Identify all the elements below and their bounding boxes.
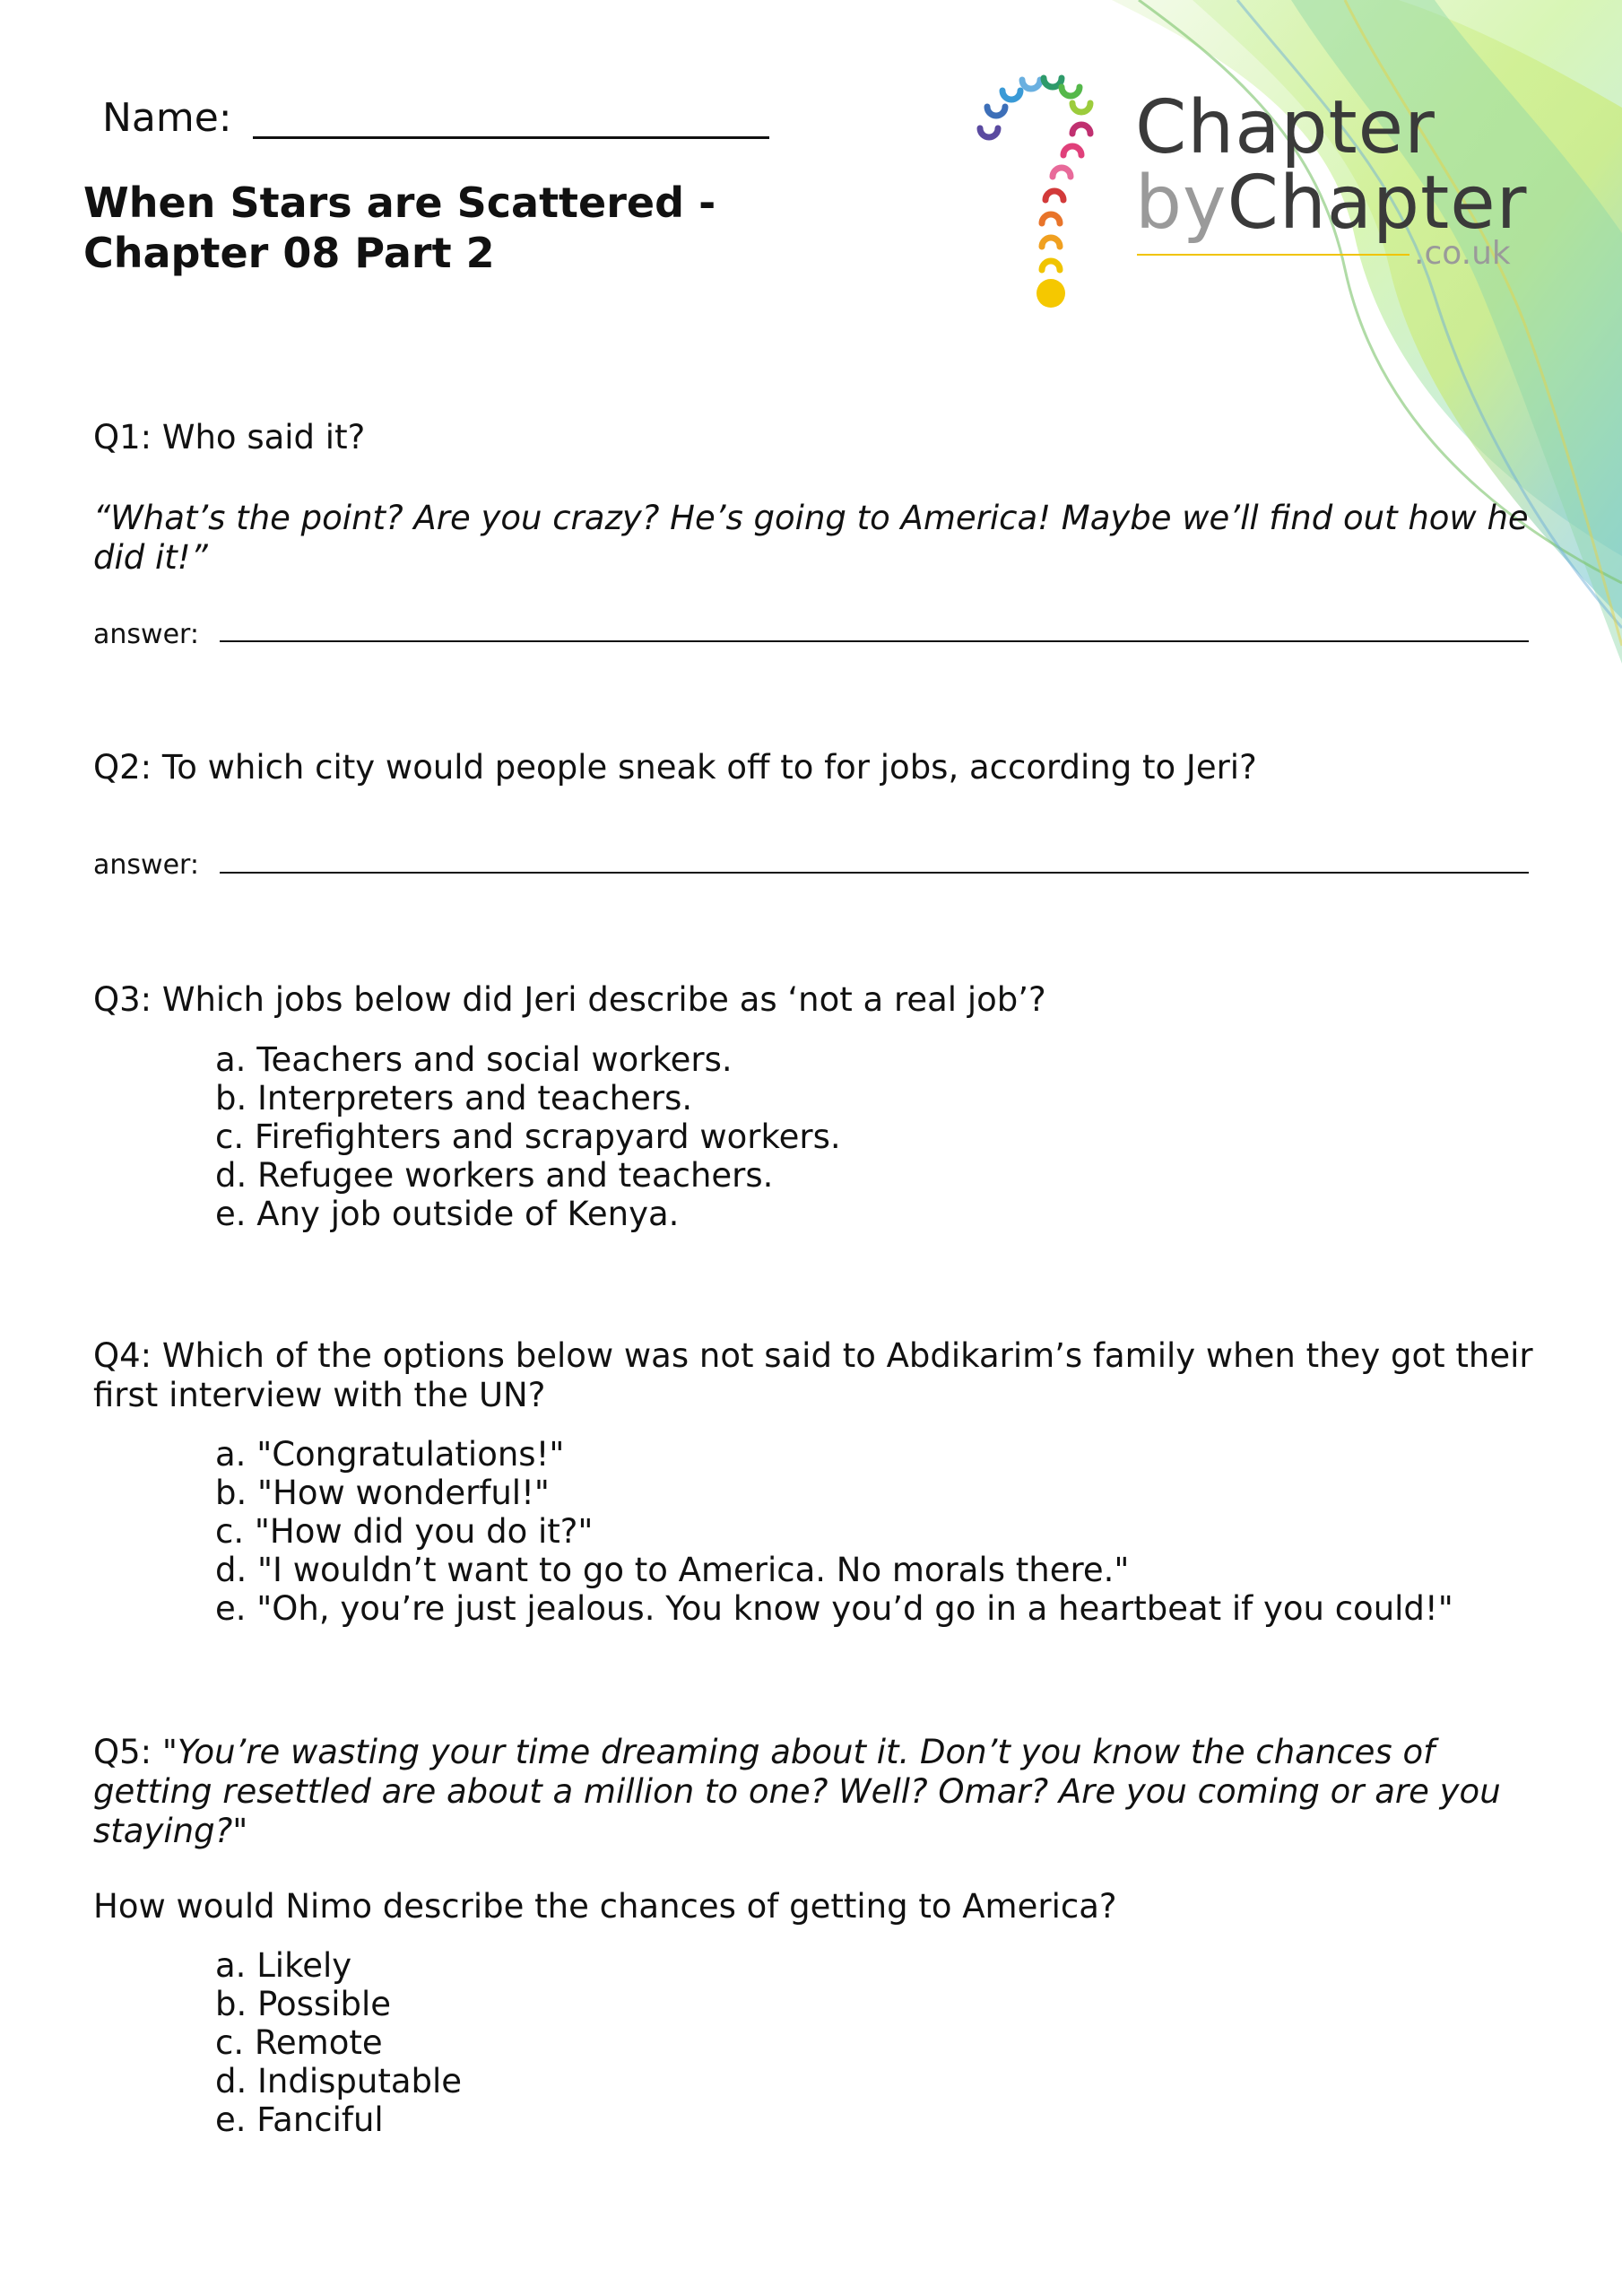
q3-option-c[interactable]: c. Firefighters and scrapyard workers. — [215, 1118, 841, 1156]
brand-chapter: Chapter — [1227, 161, 1528, 246]
q4-option-e[interactable]: e. "Oh, you’re just jealous. You know you’d go in a heartbeat if you could!" — [215, 1589, 1453, 1628]
q5-quote-line-1: "You’re wasting your time dreaming about it. Don’t you know the chances of — [161, 1733, 1436, 1771]
q1-prompt: Q1: Who said it? — [93, 418, 366, 457]
q3-prompt: Q3: Which jobs below did Jeri describe as ‘not a real job’? — [93, 980, 1046, 1019]
q4-option-b[interactable]: b. "How wonderful!" — [215, 1474, 550, 1512]
q5-prompt: How would Nimo describe the chances of getting to America? — [93, 1887, 1117, 1926]
q4-prompt-line-1: Q4: Which of the options below was not said to Abdikarim’s family when they got their — [93, 1336, 1533, 1375]
q2-answer-line[interactable] — [220, 872, 1529, 874]
q5-option-b[interactable]: b. Possible — [215, 1985, 392, 2023]
brand-line-1: Chapter — [1135, 85, 1436, 170]
q4-prompt-line-2: first interview with the UN? — [93, 1376, 546, 1414]
q5-option-d[interactable]: d. Indisputable — [215, 2062, 463, 2100]
title-line-1: When Stars are Scattered - — [83, 178, 716, 227]
q5-option-a[interactable]: a. Likely — [215, 1946, 352, 1985]
name-field-line[interactable] — [253, 136, 769, 139]
q5-quote-line-2: getting resettled are about a million to one? Well? Omar? Are you coming or are you — [93, 1772, 1501, 1811]
q1-answer-label: answer: — [93, 619, 199, 650]
q1-quote-line-2: did it!” — [93, 538, 208, 577]
q5-option-e[interactable]: e. Fanciful — [215, 2100, 384, 2139]
q4-option-c[interactable]: c. "How did you do it?" — [215, 1512, 594, 1551]
q2-prompt: Q2: To which city would people sneak off to for jobs, according to Jeri? — [93, 748, 1257, 787]
brand-domain: .co.uk — [1414, 235, 1511, 272]
q1-answer-line[interactable] — [220, 640, 1529, 642]
q4-options — [215, 1435, 1453, 1628]
q2-answer-label: answer: — [93, 849, 199, 881]
q5-quote — [93, 1733, 1501, 1851]
brand-by: by — [1135, 161, 1227, 246]
brand-underline — [1137, 254, 1409, 256]
q3-options — [215, 1040, 841, 1233]
q3-option-a[interactable]: a. Teachers and social workers. — [215, 1040, 733, 1079]
worksheet-title — [83, 178, 716, 278]
q4-option-d[interactable]: d. "I wouldn’t want to go to America. No morals there." — [215, 1551, 1130, 1589]
q4-option-a[interactable]: a. "Congratulations!" — [215, 1435, 565, 1474]
name-label: Name: — [102, 95, 232, 141]
q3-option-e[interactable]: e. Any job outside of Kenya. — [215, 1195, 680, 1233]
q4-prompt — [93, 1336, 1533, 1415]
q5-option-c[interactable]: c. Remote — [215, 2023, 383, 2062]
q3-option-d[interactable]: d. Refugee workers and teachers. — [215, 1156, 774, 1195]
q5-options — [215, 1946, 462, 2139]
q1-quote-line-1: “What’s the point? Are you crazy? He’s going to America! Maybe we’ll find out how he — [93, 499, 1529, 537]
title-line-2: Chapter 08 Part 2 — [83, 229, 495, 277]
chapter-by-chapter-logo-icon — [959, 49, 1121, 318]
q5-quote-line-3: staying?" — [93, 1812, 248, 1850]
q1-quote — [93, 499, 1529, 578]
q5-prefix: Q5: — [93, 1733, 162, 1771]
q3-option-b[interactable]: b. Interpreters and teachers. — [215, 1079, 693, 1118]
brand-line-2 — [1135, 161, 1528, 246]
